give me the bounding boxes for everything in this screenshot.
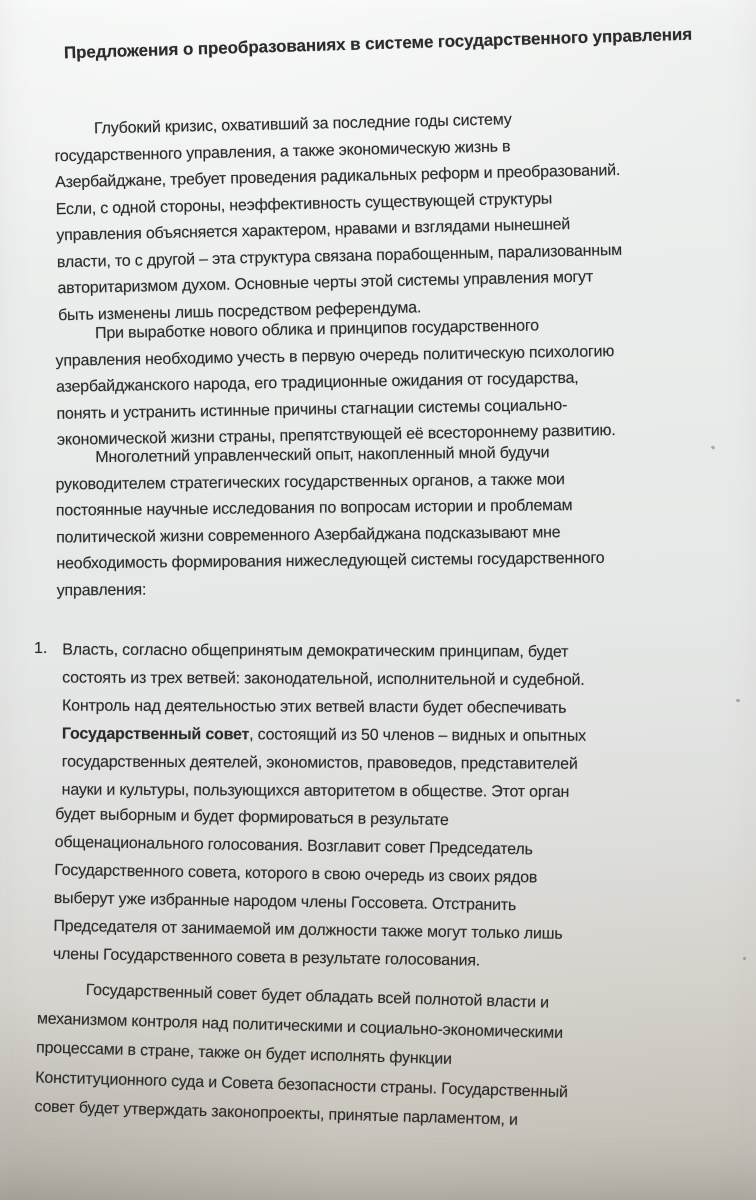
document-title: Предложения о преобразованиях в системе государственного управления [63, 24, 693, 63]
paragraph-experience: Многолетний управленческий опыт, накопленный мной будучи руководителем стратегических государственных органов, а также мои постоянные научные исследования по вопросам истории и проблемам политической жизни современного Азербайджана подсказывают мне необходимость формирования нижеследующей системы государственного управления: [55, 444, 605, 599]
list-item-1-text-pre: Власть, согласно общепринятым демократическим принципам, будет состоять из трех ветвей: законодательной, исполнительной и судебной. Контроль над деятельностью этих ветвей власти будет обеспечивать [62, 641, 585, 717]
paragraph-new-principles: При выработке нового облика и принципов государственного управления необходимо учесть в первую очередь политическую психологию азербайджанского народа, его традиционные ожидания от государства, понять и устранить истинные причины стагнации системы социально- экономической жизни страны, препятствующей её всестороннему развитию. [55, 317, 616, 449]
paper-speck [736, 699, 740, 703]
state-council-bold-term: Государственный совет [61, 725, 250, 744]
list-item-1-part-2: будет выборным и будет формироваться в результате общенационального голосования. Возглавит совет Председатель Государственного совета, которого в свою очередь из своих рядов выберут уже избранные народом члены Госсовета. Отстранить Председателя от занимаемой им должности также могут только лишь члены Государственного совета в результате голосования. [52, 805, 563, 970]
paper-speck [742, 956, 746, 960]
list-item-1-text-post: , состоящий из 50 членов – видных и опытных государственных деятелей, экономистов, правоведов, представителей науки и культуры, пользующихся авторитетом в обществе. Этот орган [61, 726, 586, 801]
list-item-number: 1. [33, 639, 48, 658]
paragraph-crisis: Глубокий кризис, охвативший за последние годы систему государственного управления, а также экономическую жизнь в Азербайджане, требует проведения радикальных реформ и преобразований. Если, с одной стороны, неэффективность существующей структуры управления объясняется характером, нравами и взглядами нынешней власти, то с другой – эта структура связана порабощенным, парализованным авторитаризмом духом. Основные черты этой системы управления могут быть изменены лишь посредством референдума. [54, 111, 623, 324]
list-item-1-part-1 [62, 637, 723, 808]
list-item-1-subparagraph: Государственный совет будет обладать всей полнотой власти и механизмом контроля над политическими и социально-экономическими процессами в стране, также он будет исполнять функции Конституционного суда и Совета безопасности страны. Государственный совет будет утверждать законопроекты, принятые парламентом, и [34, 981, 569, 1129]
